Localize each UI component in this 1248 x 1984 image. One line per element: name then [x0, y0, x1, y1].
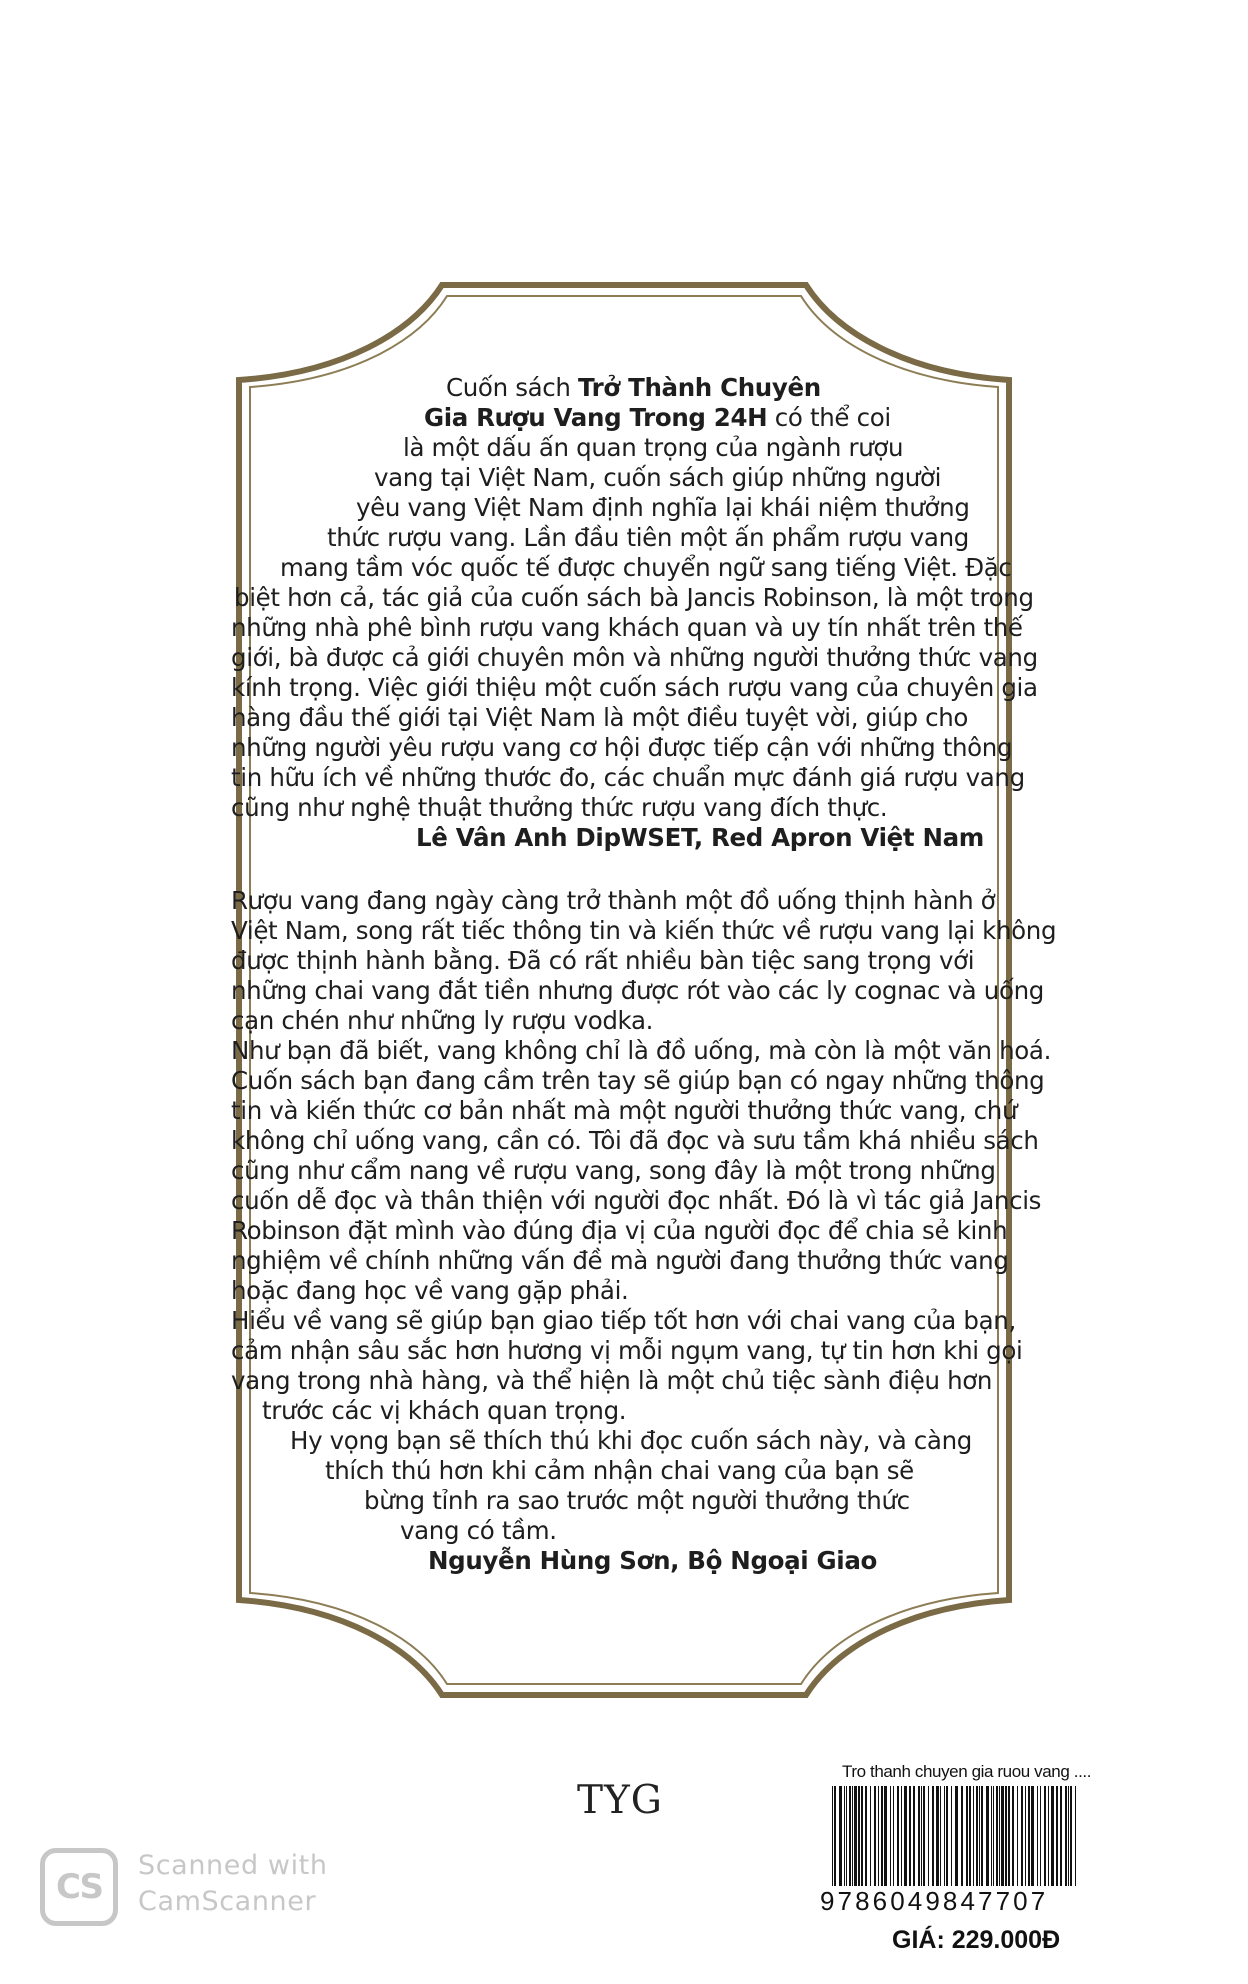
barcode-bar — [844, 1786, 845, 1886]
barcode-bar — [946, 1786, 948, 1886]
barcode-bar — [993, 1786, 994, 1886]
review-2-line: hoặc đang học về vang gặp phải. — [231, 1276, 629, 1305]
watermark-line-2: CamScanner — [138, 1886, 317, 1917]
review-2-line: Robinson đặt mình vào đúng địa vị của người đọc để chia sẻ kinh — [231, 1216, 1008, 1245]
review-2-line: không chỉ uống vang, cần có. Tôi đã đọc và sưu tầm khá nhiều sách — [231, 1126, 1039, 1155]
publisher-logo: TYG — [577, 1778, 663, 1823]
review-2-signature: Nguyễn Hùng Sơn, Bộ Ngoại Giao — [428, 1546, 877, 1575]
barcode-bar — [951, 1786, 952, 1886]
review-2-line: cũng như cẩm nang về rượu vang, song đây là một trong những — [231, 1156, 996, 1185]
review-2-line: Rượu vang đang ngày càng trở thành một đồ uống thịnh hành ở — [231, 886, 996, 915]
review-1-line: thức rượu vang. Lần đầu tiên một ấn phẩm rượu vang — [327, 523, 969, 552]
barcode-bar — [1060, 1786, 1062, 1886]
barcode-bar — [861, 1786, 863, 1886]
barcode-icon — [828, 1786, 1080, 1886]
barcode-bar — [897, 1786, 899, 1886]
review-2-line: Hy vọng bạn sẽ thích thú khi đọc cuốn sách này, và càng — [290, 1426, 972, 1455]
barcode-bar — [1070, 1786, 1072, 1886]
review-1-line: những người yêu rượu vang cơ hội được tiếp cận với những thông — [231, 733, 1013, 762]
barcode-bar — [1012, 1786, 1014, 1886]
review-1-line: kính trọng. Việc giới thiệu một cuốn sách rượu vang của chuyên gia — [231, 673, 1038, 702]
review-1-line: vang tại Việt Nam, cuốn sách giúp những người — [374, 463, 942, 492]
review-2-line: cạn chén như những ly rượu vodka. — [231, 1006, 654, 1035]
review-2-line: những chai vang đắt tiền nhưng được rót vào các ly cognac và uống — [231, 976, 1044, 1005]
review-2-line: cảm nhận sâu sắc hơn hương vị mỗi ngụm vang, tự tin hơn khi gọi — [231, 1336, 1023, 1365]
review-1-line: hàng đầu thế giới tại Việt Nam là một điều tuyệt vời, giúp cho — [231, 703, 969, 732]
review-2-line: cuốn dễ đọc và thân thiện với người đọc nhất. Đó là vì tác giả Jancis — [231, 1186, 1042, 1215]
camscanner-logo-icon: CS — [40, 1848, 118, 1926]
review-2-line: vang trong nhà hàng, và thể hiện là một chủ tiệc sành điệu hơn — [231, 1366, 993, 1395]
review-1-line: Gia Rượu Vang Trong 24H có thể coi — [424, 403, 891, 432]
barcode-bar — [966, 1786, 968, 1886]
barcode-bar — [881, 1786, 883, 1886]
barcode-bar — [854, 1786, 857, 1886]
barcode-bar — [1021, 1786, 1023, 1886]
barcode-bar — [996, 1786, 998, 1886]
review-2-line: nghiệm về chính những vấn đề mà người đang thưởng thức vang — [231, 1246, 1009, 1275]
barcode-bar — [923, 1786, 925, 1886]
review-2-line: tin và kiến thức cơ bản nhất mà một người thưởng thức vang, chứ — [231, 1096, 1018, 1125]
barcode-bar — [878, 1786, 879, 1886]
barcode-bar — [999, 1786, 1000, 1886]
review-2-line: bừng tỉnh ra sao trước một người thưởng thức — [364, 1486, 910, 1515]
barcode-bar — [849, 1786, 851, 1886]
review-2-line: Việt Nam, song rất tiếc thông tin và kiến thức về rượu vang lại không — [231, 916, 1057, 945]
review-2-line: trước các vị khách quan trọng. — [262, 1396, 627, 1425]
barcode-bar — [901, 1786, 902, 1886]
barcode-bar — [874, 1786, 876, 1886]
barcode-bar — [865, 1786, 867, 1886]
barcode-bar — [870, 1786, 871, 1886]
barcode-bar — [913, 1786, 915, 1886]
barcode-bar — [1048, 1786, 1049, 1886]
review-1-line: giới, bà được cả giới chuyên môn và những người thưởng thức vang — [231, 643, 1038, 672]
barcode-bar — [928, 1786, 929, 1886]
barcode-bar — [1031, 1786, 1034, 1886]
barcode-bar — [986, 1786, 989, 1886]
barcode-bar — [1037, 1786, 1038, 1886]
barcode-bar — [979, 1786, 980, 1886]
review-1-line: biệt hơn cả, tác giả của cuốn sách bà Jancis Robinson, là một trong — [234, 583, 1034, 612]
barcode-bar — [890, 1786, 891, 1886]
barcode-bar — [1075, 1786, 1076, 1886]
barcode-bar — [973, 1786, 974, 1886]
barcode-bar — [1001, 1786, 1004, 1886]
barcode-bar — [834, 1786, 836, 1886]
review-1-line: tin hữu ích về những thước đo, các chuẩn mực đánh giá rượu vang — [231, 763, 1025, 792]
barcode-bar — [936, 1786, 939, 1886]
barcode-bar — [1017, 1786, 1018, 1886]
review-2-line: Cuốn sách bạn đang cầm trên tay sẽ giúp bạn có ngay những thông — [231, 1066, 1045, 1095]
review-1-line: những nhà phê bình rượu vang khách quan và uy tín nhất trên thế — [231, 613, 1023, 642]
price-label: GIÁ: 229.000Đ — [892, 1926, 1061, 1954]
review-2-line: Hiểu về vang sẽ giúp bạn giao tiếp tốt hơn với chai vang của bạn, — [231, 1306, 1016, 1335]
barcode-bar — [1005, 1786, 1007, 1886]
review-2 — [0, 886, 1248, 1576]
barcode-bar — [909, 1786, 911, 1886]
barcode-bar — [918, 1786, 920, 1886]
barcode-bar — [1065, 1786, 1067, 1886]
review-1 — [0, 373, 1248, 853]
review-2-line: Như bạn đã biết, vang không chỉ là đồ uống, mà còn là một văn hoá. — [231, 1036, 1052, 1065]
barcode-bar — [846, 1786, 847, 1886]
review-1-line: yêu vang Việt Nam định nghĩa lại khái niệm thưởng — [356, 493, 970, 522]
barcode-bar — [940, 1786, 941, 1886]
barcode-bar — [904, 1786, 907, 1886]
barcode-bar — [921, 1786, 922, 1886]
barcode-bar — [955, 1786, 958, 1886]
review-1-line: mang tầm vóc quốc tế được chuyển ngữ sang tiếng Việt. Đặc — [280, 553, 1012, 582]
barcode-bar — [832, 1786, 833, 1886]
review-1-line: cũng như nghệ thuật thưởng thức rượu vang đích thực. — [231, 793, 888, 822]
barcode-bar — [1056, 1786, 1058, 1886]
barcode-bar — [852, 1786, 853, 1886]
barcode-bar — [944, 1786, 945, 1886]
review-1-line: là một dấu ấn quan trọng của ngành rượu — [403, 433, 904, 462]
barcode-bar — [1040, 1786, 1041, 1886]
barcode-bar — [1051, 1786, 1054, 1886]
barcode-bar — [858, 1786, 860, 1886]
barcode-bar — [1044, 1786, 1046, 1886]
barcode-bar — [991, 1786, 992, 1886]
barcode-bar — [932, 1786, 934, 1886]
review-1-signature: Lê Vân Anh DipWSET, Red Apron Việt Nam — [416, 823, 984, 852]
review-2-line: thích thú hơn khi cảm nhận chai vang của bạn sẽ — [325, 1456, 914, 1485]
barcode-title: Tro thanh chuyen gia ruou vang .... — [842, 1762, 1092, 1781]
review-2-line: được thịnh hành bằng. Đã có rất nhiều bàn tiệc sang trọng với — [231, 946, 975, 975]
barcode-bar — [1068, 1786, 1069, 1886]
barcode-digits: 9786049847707 — [820, 1886, 1049, 1916]
barcode-bar — [976, 1786, 978, 1886]
barcode-bar — [969, 1786, 971, 1886]
camscanner-watermark — [40, 1848, 360, 1948]
review-1-line: Cuốn sách Trở Thành Chuyên — [446, 373, 821, 402]
watermark-line-1: Scanned with — [138, 1850, 328, 1881]
barcode-bar — [1025, 1786, 1026, 1886]
barcode-bar — [1028, 1786, 1030, 1886]
barcode-bar — [981, 1786, 983, 1886]
barcode-bar — [1008, 1786, 1010, 1886]
barcode-bar — [839, 1786, 842, 1886]
barcode-bar — [893, 1786, 894, 1886]
review-2-line: vang có tầm. — [400, 1516, 557, 1545]
barcode-bar — [884, 1786, 887, 1886]
barcode-bar — [961, 1786, 963, 1886]
